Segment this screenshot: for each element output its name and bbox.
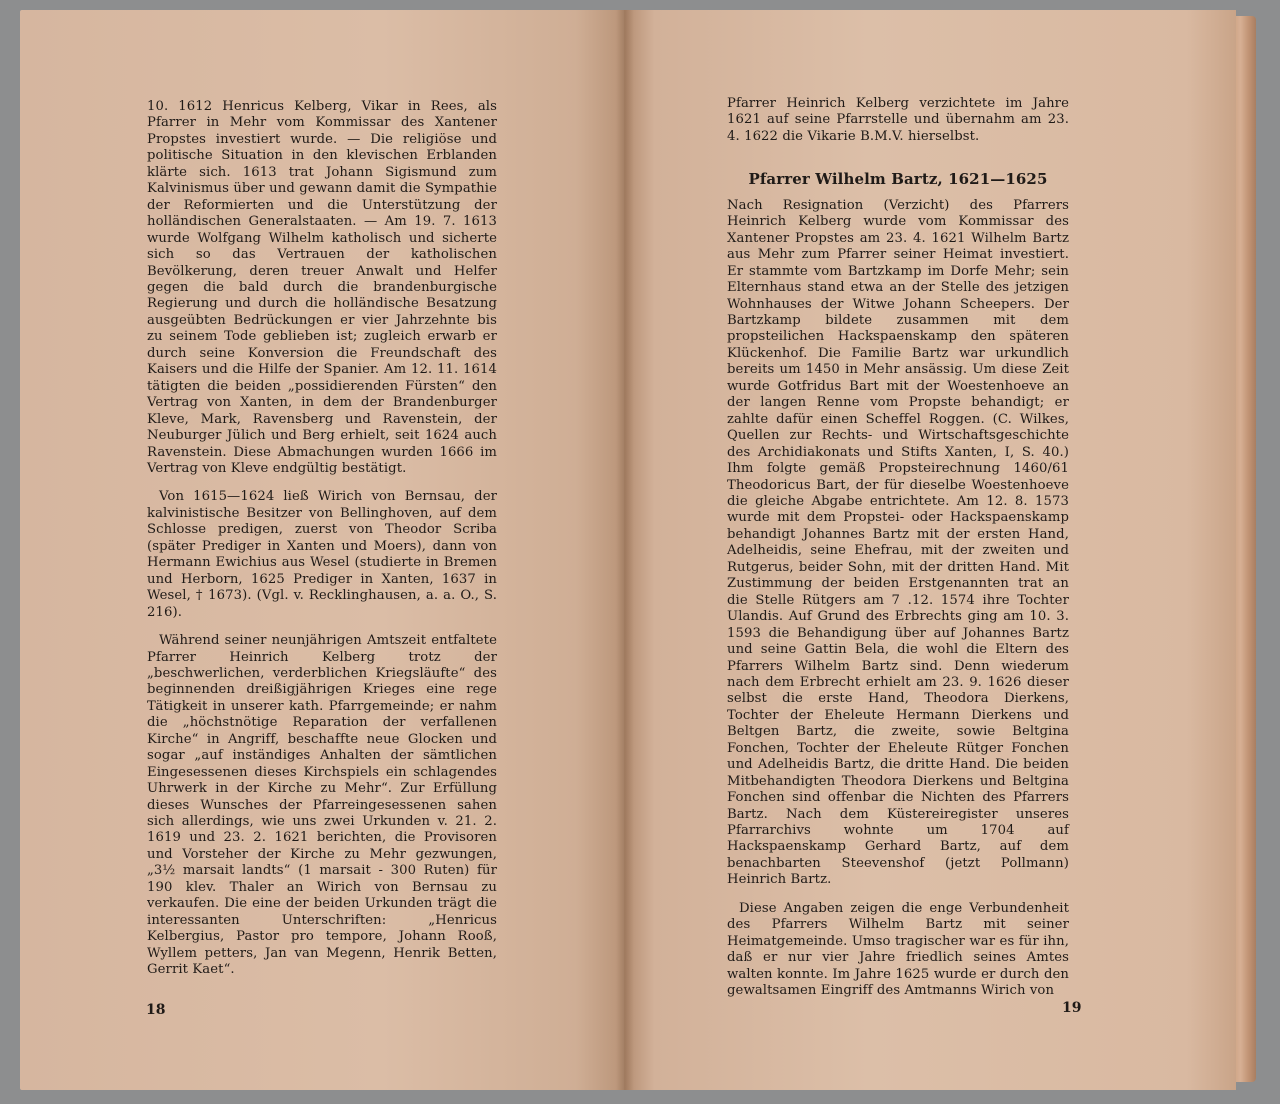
left-paragraph-2: Von 1615—1624 ließ Wirich von Bernsau, der kalvinistische Besitzer von Bellinghoven, auf dem Schlosse predigen, zuerst von Theodor Scriba (später Prediger in Xanten und Moers), dann von Hermann Ewichius aus Wesel (studierte in Bremen und Herborn, 1625 Prediger in Xanten, 1637 in Wesel, † 1673). (Vgl. v. Recklinghausen, a. a. O., S. 216). <box>147 489 497 620</box>
left-page-number: 18 <box>146 1002 166 1018</box>
open-booklet <box>20 10 1258 1090</box>
right-page-number: 19 <box>1062 1000 1082 1016</box>
section-heading: Pfarrer Wilhelm Bartz, 1621—1625 <box>748 170 1048 189</box>
right-paragraph-2: Diese Angaben zeigen die enge Verbundenheit des Pfarrers Wilhelm Bartz mit seiner Heimatgemeinde. Umso tragischer war es für ihn, daß er nur vier Jahre friedlich seines Amtes walten konnte. Im Jahre 1625 wurde er durch den gewaltsamen Eingriff des Amtmanns Wirich von <box>727 900 1069 999</box>
right-page-text <box>727 96 1069 1012</box>
left-paragraph-3: Während seiner neunjährigen Amtszeit entfaltete Pfarrer Heinrich Kelberg trotz der „beschwerlichen, verderblichen Kriegsläufte“ des beginnenden dreißigjährigen Krieges eine rege Tätigkeit in unserer kath. Pfarrgemeinde; er nahm die „höchstnötige Reparation der verfallenen Kirche“ in Angriff, beschaffte neue Glocken und sogar „auf inständiges Anhalten der sämtlichen Eingesessenen dieses Kirchspiels ein schlagendes Uhrwerk in der Kirche zu Mehr“. Zur Erfüllung dieses Wunsches der Pfarreingesessenen sahen sich allerdings, wie uns zwei Urkunden v. 21. 2. 1619 und 23. 2. 1621 berichten, die Provisoren und Vorsteher der Kirche zu Mehr gezwungen, „3½ marsait landts“ (1 marsait - 300 Ruten) für 190 klev. Thaler an Wirich von Bernsau zu verkaufen. Die eine der beiden Urkunden trägt die interessanten Unterschriften: „Henricus Kelbergius, Pastor pro tempore, Johann Rooß, Wyllem petters, Jan van Megenn, Henrik Betten, Gerrit Kaet“. <box>147 633 497 978</box>
right-page <box>624 10 1236 1090</box>
book-gutter <box>616 10 634 1090</box>
left-page-text <box>147 99 497 991</box>
right-paragraph-1: Nach Resignation (Verzicht) des Pfarrers Heinrich Kelberg wurde vom Kommissar des Xantener Propstes am 23. 4. 1621 Wilhelm Bartz aus Mehr zum Pfarrer seiner Heimat investiert. Er stammte vom Bartzkamp im Dorfe Mehr; sein Elternhaus stand etwa an der Stelle des jetzigen Wohnhauses der Witwe Johann Scheepers. Der Bartzkamp bildete zusammen mit dem propsteilichen Hackspaenskamp den späteren Klückenhof. Die Familie Bartz war urkundlich bereits um 1450 in Mehr ansässig. Um diese Zeit wurde Gotfridus Bart mit der Woestenhoeve an der langen Renne vom Propste behandigt; er zahlte dafür einen Scheffel Roggen. (C. Wilkes, Quellen zur Rechts- und Wirtschaftsgeschichte des Archidiakonats und Stifts Xanten, I, S. 40.) Ihm folgte gemäß Propsteirechnung 1460/61 Theodoricus Bart, der für dieselbe Woestenhoeve die gleiche Abgabe entrichtete. Am 12. 8. 1573 wurde mit dem Propstei- oder Hackspaenskamp behandigt Johannes Bartz mit der ersten Hand, Adelheidis, seine Ehefrau, mit der zweiten und Rutgerus, beider Sohn, mit der dritten Hand. Mit Zustimmung der beiden Erstgenannten trat an die Stelle Rütgers am 7 .12. 1574 ihre Tochter Ulandis. Auf Grund des Erbrechts ging am 10. 3. 1593 die Behandigung über auf Johannes Bartz und seine Gattin Bela, die wohl die Eltern des Pfarrers Wilhelm Bartz sind. Denn wiederum nach dem Erbrecht erhielt am 23. 9. 1626 dieser selbst die erste Hand, Theodora Dierkens, Tochter der Eheleute Hermann Dierkens und Beltgen Bartz, die zweite, sowie Beltgina Fonchen, Tochter der Eheleute Rütger Fonchen und Adelheidis Bartz, die dritte Hand. Die beiden Mitbehandigten Theodora Dierkens und Beltgina Fonchen sind offenbar die Nichten des Pfarrers Bartz. Nach dem Küstereiregister unseres Pfarrarchivs wohnte um 1704 auf Hackspaenskamp Gerhard Bartz, auf dem benachbarten Steevenshof (jetzt Pollmann) Heinrich Bartz. <box>727 197 1069 888</box>
left-paragraph-1: 10. 1612 Henricus Kelberg, Vikar in Rees, als Pfarrer in Mehr vom Kommissar des Xantener Propstes investiert wurde. — Die religiöse und politische Situation in den klevischen Erblanden klärte sich. 1613 trat Johann Sigismund zum Kalvinismus über und gewann damit die Sympathie der Reformierten und die Unterstützung der holländischen Generalstaaten. — Am 19. 7. 1613 wurde Wolfgang Wilhelm katholisch und sicherte sich so das Vertrauen der katholischen Bevölkerung, deren treuer Anwalt und Helfer gegen die bald durch die brandenburgische Regierung und durch die holländische Besatzung ausgeübten Bedrückungen er vier Jahrzehnte bis zu seinem Tode geblieben ist; zugleich erwarb er durch seine Konversion die Freundschaft des Kaisers und die Hilfe der Spanier. Am 12. 11. 1614 tätigten die beiden „possidierenden Fürsten“ den Vertrag von Xanten, in dem der Brandenburger Kleve, Mark, Ravensberg und Ravenstein, der Neuburger Jülich und Berg erhielt, seit 1624 auch Ravenstein. Diese Abmachungen wurden 1666 im Vertrag von Kleve endgültig bestätigt. <box>147 99 497 476</box>
right-intro-paragraph: Pfarrer Heinrich Kelberg verzichtete im Jahre 1621 auf seine Pfarrstelle und übernahm am 23. 4. 1622 die Vikarie B.M.V. hierselbst. <box>727 96 1069 144</box>
left-page <box>20 10 624 1090</box>
